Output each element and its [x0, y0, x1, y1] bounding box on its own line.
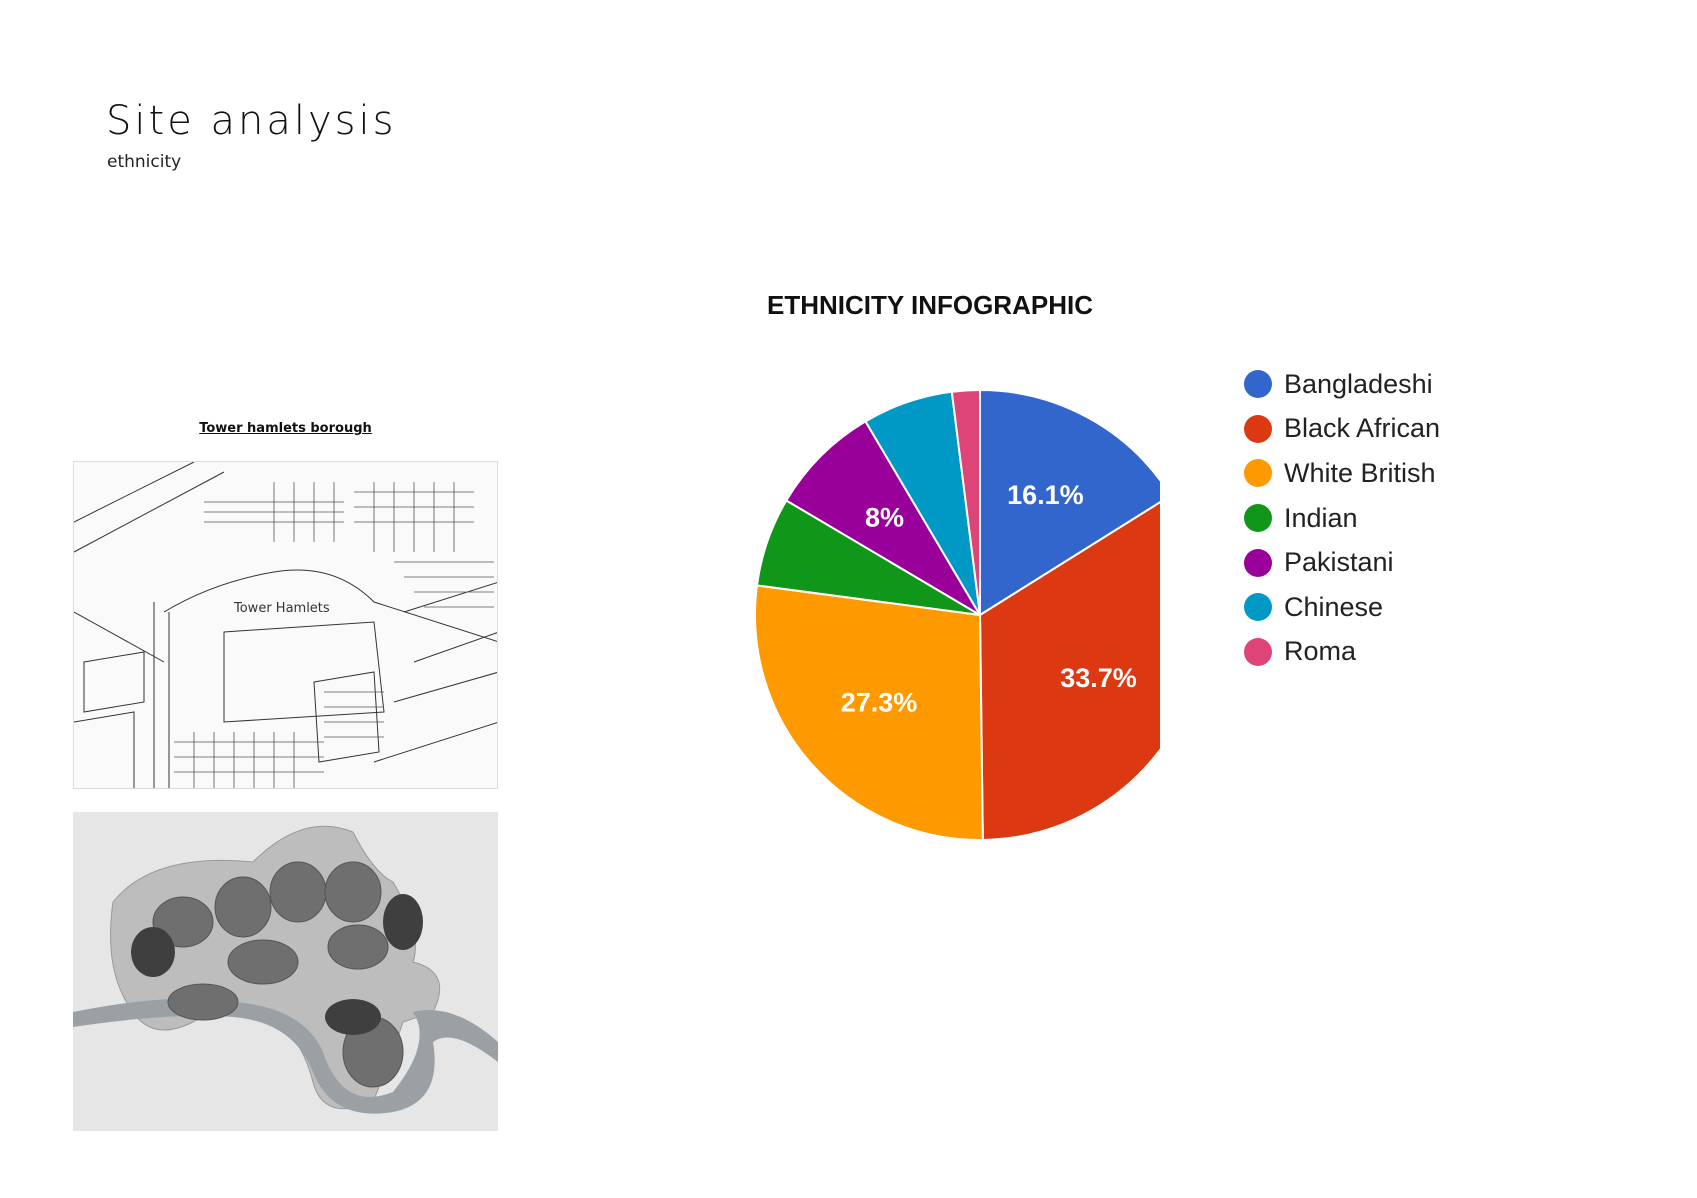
pie-data-label: 27.3% [840, 687, 918, 718]
legend-item [1244, 496, 1440, 541]
legend-item [1244, 451, 1440, 496]
legend-label: Pakistani [1284, 547, 1394, 578]
page-title: Site analysis [106, 98, 397, 144]
legend-item [1244, 630, 1440, 675]
legend-label: Bangladeshi [1284, 368, 1433, 399]
legend-swatch [1244, 593, 1272, 621]
legend-label: Chinese [1284, 591, 1384, 622]
legend-swatch [1244, 459, 1272, 487]
legend-item [1244, 585, 1440, 630]
legend-swatch [1244, 549, 1272, 577]
street-map-label: Tower Hamlets [234, 601, 330, 616]
pie-chart [700, 350, 1160, 850]
borough-map-image [73, 812, 498, 1131]
pie-data-label: 16.1% [1007, 480, 1084, 511]
legend-label: Black African [1284, 413, 1441, 444]
legend-swatch [1244, 638, 1272, 666]
legend-swatch [1244, 504, 1272, 532]
pie-data-label: 33.7% [1060, 662, 1137, 693]
map-caption: Tower hamlets borough [199, 421, 372, 436]
legend-label: Indian [1284, 502, 1358, 533]
street-map-drawing [74, 462, 498, 789]
legend-item [1244, 362, 1440, 407]
legend-swatch [1244, 370, 1272, 398]
pie-data-label: 8% [865, 502, 905, 533]
legend-item [1244, 407, 1440, 452]
page-subtitle: ethnicity [107, 152, 182, 172]
street-map-image [73, 461, 498, 789]
chart-legend [1244, 362, 1440, 674]
legend-label: White British [1284, 457, 1436, 488]
legend-item [1244, 540, 1440, 585]
borough-map-drawing [73, 812, 498, 1131]
chart-title: ETHNICITY INFOGRAPHIC [767, 290, 1093, 320]
legend-swatch [1244, 415, 1272, 443]
legend-label: Roma [1284, 636, 1357, 667]
